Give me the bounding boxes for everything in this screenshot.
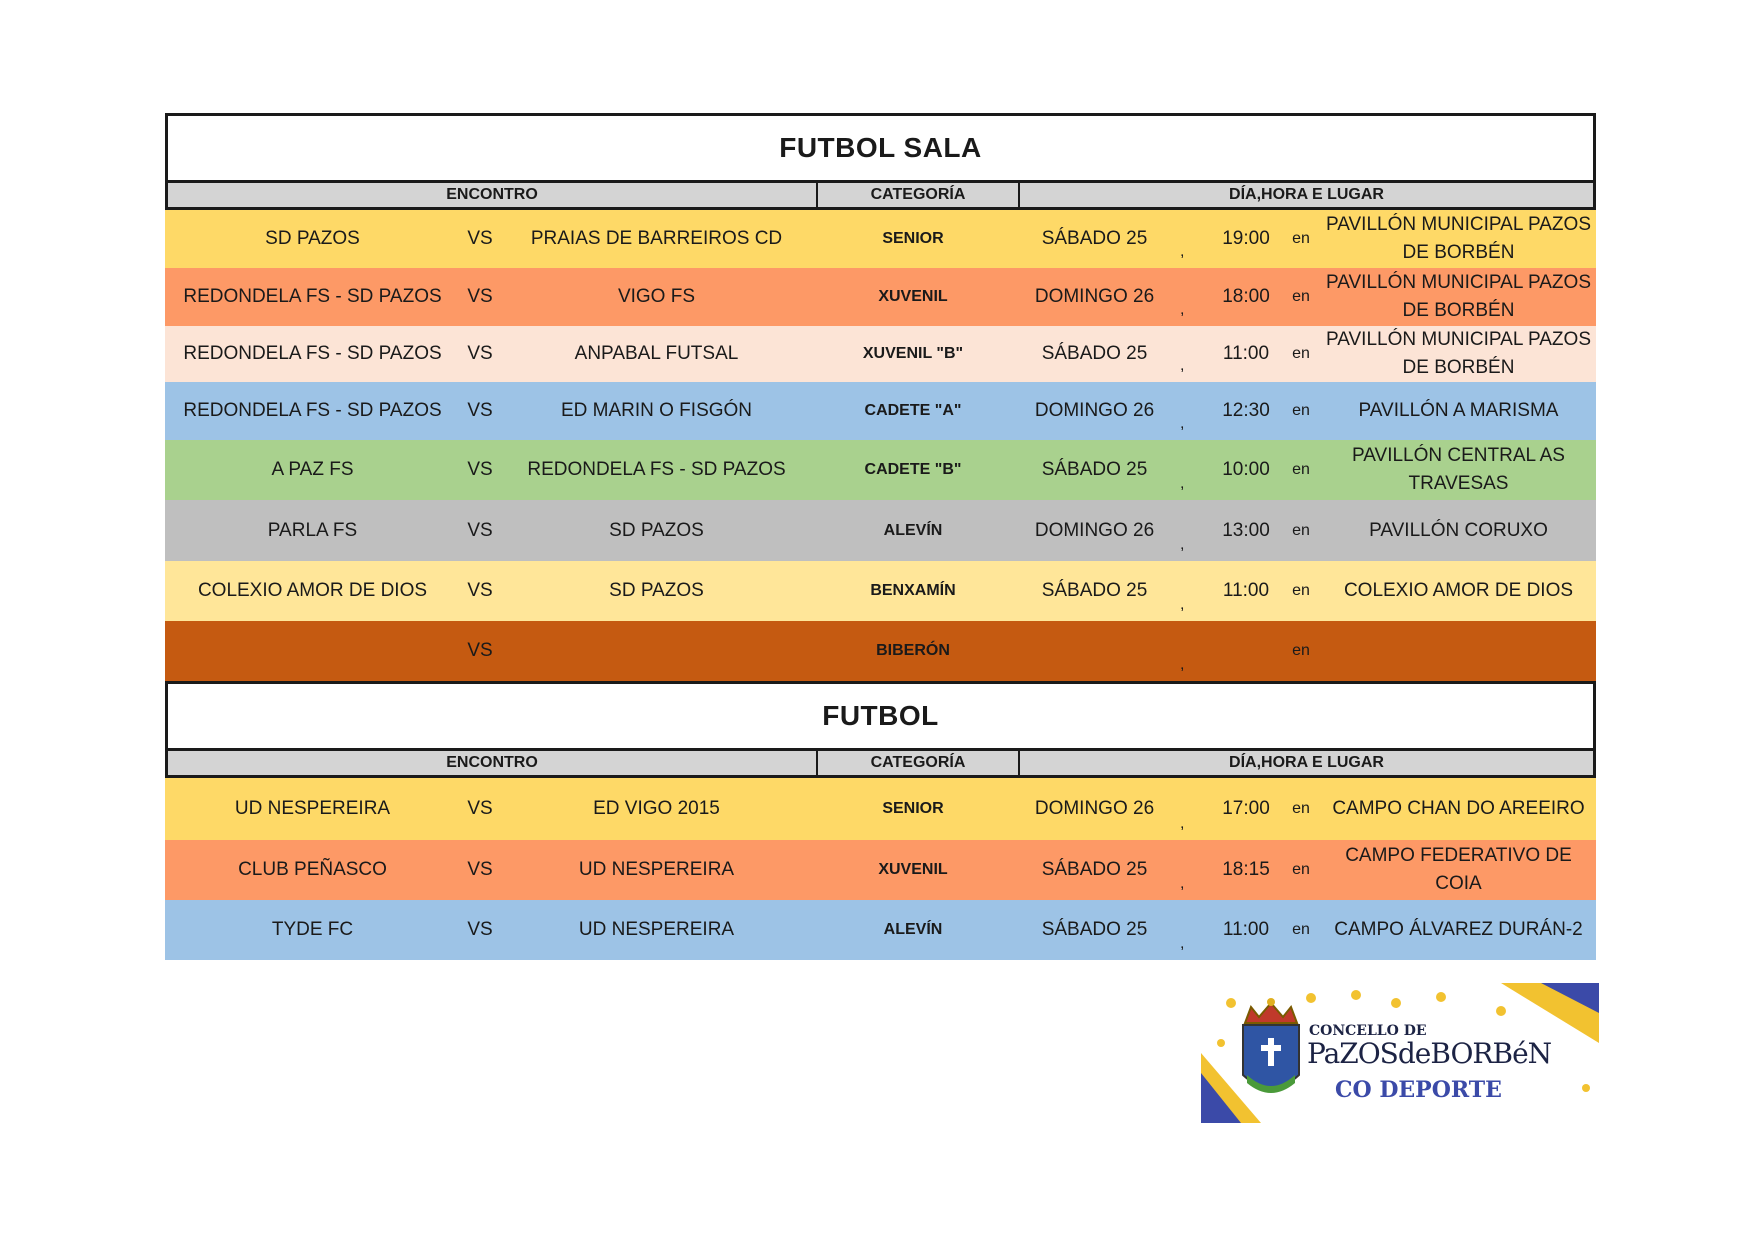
en-label: en bbox=[1292, 861, 1310, 878]
vs-label: VS bbox=[467, 919, 493, 940]
comma-mark: , bbox=[1180, 596, 1185, 613]
comma-separator bbox=[1176, 621, 1211, 681]
comma-mark: , bbox=[1180, 815, 1185, 832]
venue: PAVILLÓN A MARISMA bbox=[1358, 400, 1559, 421]
futbol-sala-table bbox=[165, 113, 1596, 681]
match-day: DOMINGO 26 bbox=[1034, 798, 1155, 819]
table-header bbox=[165, 183, 1596, 210]
match-day: SÁBADO 25 bbox=[1041, 459, 1148, 480]
match-day: DOMINGO 26 bbox=[1034, 519, 1155, 541]
section-title: FUTBOL SALA bbox=[165, 113, 1596, 183]
en-label: en bbox=[1292, 345, 1310, 362]
vs-label: VS bbox=[467, 798, 493, 819]
category: BIBERÓN bbox=[876, 642, 950, 659]
match-rows bbox=[165, 778, 1596, 960]
home-team: CLUB PEÑASCO bbox=[238, 859, 387, 880]
table-header bbox=[165, 751, 1596, 778]
venue: CAMPO ÁLVAREZ DURÁN-2 bbox=[1334, 919, 1583, 940]
en-label: en bbox=[1292, 402, 1310, 419]
home-team: A PAZ FS bbox=[271, 459, 354, 480]
home-team: REDONDELA FS - SD PAZOS bbox=[183, 286, 442, 307]
match-time: 11:00 bbox=[1222, 580, 1270, 601]
header-encontro: ENCONTRO bbox=[168, 751, 818, 775]
match-day: SÁBADO 25 bbox=[1041, 919, 1148, 940]
concello-logo bbox=[1201, 983, 1599, 1123]
comma-separator bbox=[1176, 382, 1211, 440]
venue: PAVILLÓN CORUXO bbox=[1369, 519, 1548, 541]
away-team: ANPABAL FUTSAL bbox=[574, 343, 739, 364]
home-team: COLEXIO AMOR DE DIOS bbox=[197, 580, 428, 601]
home-team: UD NESPEREIRA bbox=[234, 798, 391, 819]
venue: PAVILLÓN MUNICIPAL PAZOS DE BORBÉN bbox=[1325, 214, 1591, 263]
match-day: SÁBADO 25 bbox=[1041, 228, 1148, 249]
comma-mark: , bbox=[1180, 415, 1185, 432]
comma-separator bbox=[1176, 500, 1211, 561]
home-team bbox=[165, 621, 460, 681]
en-label: en bbox=[1292, 921, 1310, 938]
vs-label: VS bbox=[467, 859, 493, 880]
en-label: en bbox=[1292, 642, 1310, 659]
match-time: 18:00 bbox=[1222, 286, 1270, 307]
logo-line-codeporte: CO DEPORTE bbox=[1335, 1077, 1502, 1103]
en-label: en bbox=[1292, 230, 1310, 247]
en-label: en bbox=[1292, 461, 1310, 478]
away-team: SD PAZOS bbox=[609, 519, 704, 541]
vs-label: VS bbox=[467, 640, 493, 661]
match-time: 11:00 bbox=[1222, 919, 1270, 940]
comma-mark: , bbox=[1180, 301, 1185, 318]
category: CADETE "A" bbox=[864, 402, 962, 419]
table-row bbox=[165, 440, 1596, 500]
header-encontro: ENCONTRO bbox=[168, 183, 818, 207]
comma-separator bbox=[1176, 268, 1211, 326]
category: SENIOR bbox=[882, 800, 944, 817]
en-label: en bbox=[1292, 288, 1310, 305]
header-dia-hora-lugar: DÍA,HORA E LUGAR bbox=[1229, 186, 1384, 203]
table-row bbox=[165, 561, 1596, 621]
venue: PAVILLÓN CENTRAL AS TRAVESAS bbox=[1352, 445, 1565, 494]
table-row bbox=[165, 210, 1596, 268]
table-row bbox=[165, 500, 1596, 561]
logo-line-pazos: PaZOSdeBORBéN bbox=[1307, 1037, 1552, 1070]
match-day: SÁBADO 25 bbox=[1041, 580, 1148, 601]
away-team: VIGO FS bbox=[617, 286, 696, 307]
match-day bbox=[1013, 621, 1176, 681]
away-team: REDONDELA FS - SD PAZOS bbox=[527, 459, 786, 480]
match-day: SÁBADO 25 bbox=[1041, 859, 1148, 880]
en-label: en bbox=[1292, 582, 1310, 599]
crest-icon bbox=[1243, 998, 1299, 1093]
category: XUVENIL bbox=[878, 861, 948, 878]
comma-separator bbox=[1176, 840, 1211, 900]
vs-label: VS bbox=[467, 459, 493, 480]
comma-mark: , bbox=[1180, 357, 1185, 374]
venue: CAMPO FEDERATIVO DE COIA bbox=[1345, 845, 1572, 894]
vs-label: VS bbox=[467, 400, 493, 421]
away-team bbox=[500, 621, 813, 681]
comma-mark: , bbox=[1180, 243, 1185, 260]
comma-mark: , bbox=[1180, 536, 1185, 553]
comma-separator bbox=[1176, 210, 1211, 268]
match-time: 11:00 bbox=[1222, 343, 1270, 364]
match-time: 12:30 bbox=[1222, 400, 1270, 421]
vs-label: VS bbox=[467, 519, 493, 541]
comma-mark: , bbox=[1180, 935, 1185, 952]
vs-label: VS bbox=[467, 343, 493, 364]
table-row bbox=[165, 900, 1596, 960]
table-row bbox=[165, 621, 1596, 681]
venue: PAVILLÓN MUNICIPAL PAZOS DE BORBÉN bbox=[1325, 329, 1591, 378]
table-row bbox=[165, 382, 1596, 440]
comma-separator bbox=[1176, 561, 1211, 621]
futbol-table bbox=[165, 681, 1596, 960]
comma-separator bbox=[1176, 326, 1211, 382]
category: BENXAMÍN bbox=[870, 582, 956, 599]
venue bbox=[1321, 621, 1596, 681]
home-team: SD PAZOS bbox=[265, 228, 360, 249]
match-day: DOMINGO 26 bbox=[1034, 286, 1155, 307]
comma-separator bbox=[1176, 900, 1211, 960]
table-row bbox=[165, 778, 1596, 840]
match-day: DOMINGO 26 bbox=[1034, 400, 1155, 421]
comma-separator bbox=[1176, 440, 1211, 500]
match-time: 17:00 bbox=[1222, 798, 1270, 819]
table-row bbox=[165, 840, 1596, 900]
vs-label: VS bbox=[467, 228, 493, 249]
en-label: en bbox=[1292, 800, 1310, 817]
match-time: 13:00 bbox=[1222, 519, 1270, 541]
en-label: en bbox=[1292, 521, 1310, 539]
away-team: UD NESPEREIRA bbox=[578, 859, 735, 880]
match-time bbox=[1211, 621, 1281, 681]
comma-mark: , bbox=[1180, 656, 1185, 673]
comma-mark: , bbox=[1180, 475, 1185, 492]
home-team: PARLA FS bbox=[267, 519, 358, 541]
match-rows bbox=[165, 210, 1596, 681]
away-team: PRAIAS DE BARREIROS CD bbox=[530, 228, 783, 249]
home-team: REDONDELA FS - SD PAZOS bbox=[183, 343, 442, 364]
comma-mark: , bbox=[1180, 875, 1185, 892]
away-team: ED VIGO 2015 bbox=[593, 798, 720, 819]
comma-separator bbox=[1176, 778, 1211, 840]
match-time: 10:00 bbox=[1222, 459, 1270, 480]
away-team: SD PAZOS bbox=[609, 580, 704, 601]
away-team: UD NESPEREIRA bbox=[578, 919, 735, 940]
match-time: 18:15 bbox=[1222, 859, 1270, 880]
category: ALEVÍN bbox=[883, 921, 943, 938]
venue: COLEXIO AMOR DE DIOS bbox=[1343, 580, 1574, 601]
home-team: REDONDELA FS - SD PAZOS bbox=[183, 400, 442, 421]
category: CADETE "B" bbox=[864, 461, 962, 478]
category: XUVENIL bbox=[878, 288, 948, 305]
venue: PAVILLÓN MUNICIPAL PAZOS DE BORBÉN bbox=[1325, 272, 1591, 321]
match-time: 19:00 bbox=[1222, 228, 1270, 249]
home-team: TYDE FC bbox=[271, 919, 354, 940]
table-row bbox=[165, 268, 1596, 326]
logo-line-concello: CONCELLO DE bbox=[1309, 1023, 1427, 1039]
header-categoria: CATEGORÍA bbox=[818, 751, 1020, 775]
away-team: ED MARIN O FISGÓN bbox=[560, 400, 753, 421]
match-day: SÁBADO 25 bbox=[1041, 343, 1148, 364]
header-dia-hora-lugar: DÍA,HORA E LUGAR bbox=[1229, 754, 1384, 771]
vs-label: VS bbox=[467, 580, 493, 601]
vs-label: VS bbox=[467, 286, 493, 307]
category: SENIOR bbox=[882, 230, 944, 247]
category: XUVENIL "B" bbox=[862, 345, 964, 362]
header-categoria: CATEGORÍA bbox=[818, 183, 1020, 207]
venue: CAMPO CHAN DO AREEIRO bbox=[1332, 798, 1585, 819]
category: ALEVÍN bbox=[883, 521, 943, 539]
section-title: FUTBOL bbox=[165, 681, 1596, 751]
table-row bbox=[165, 326, 1596, 382]
